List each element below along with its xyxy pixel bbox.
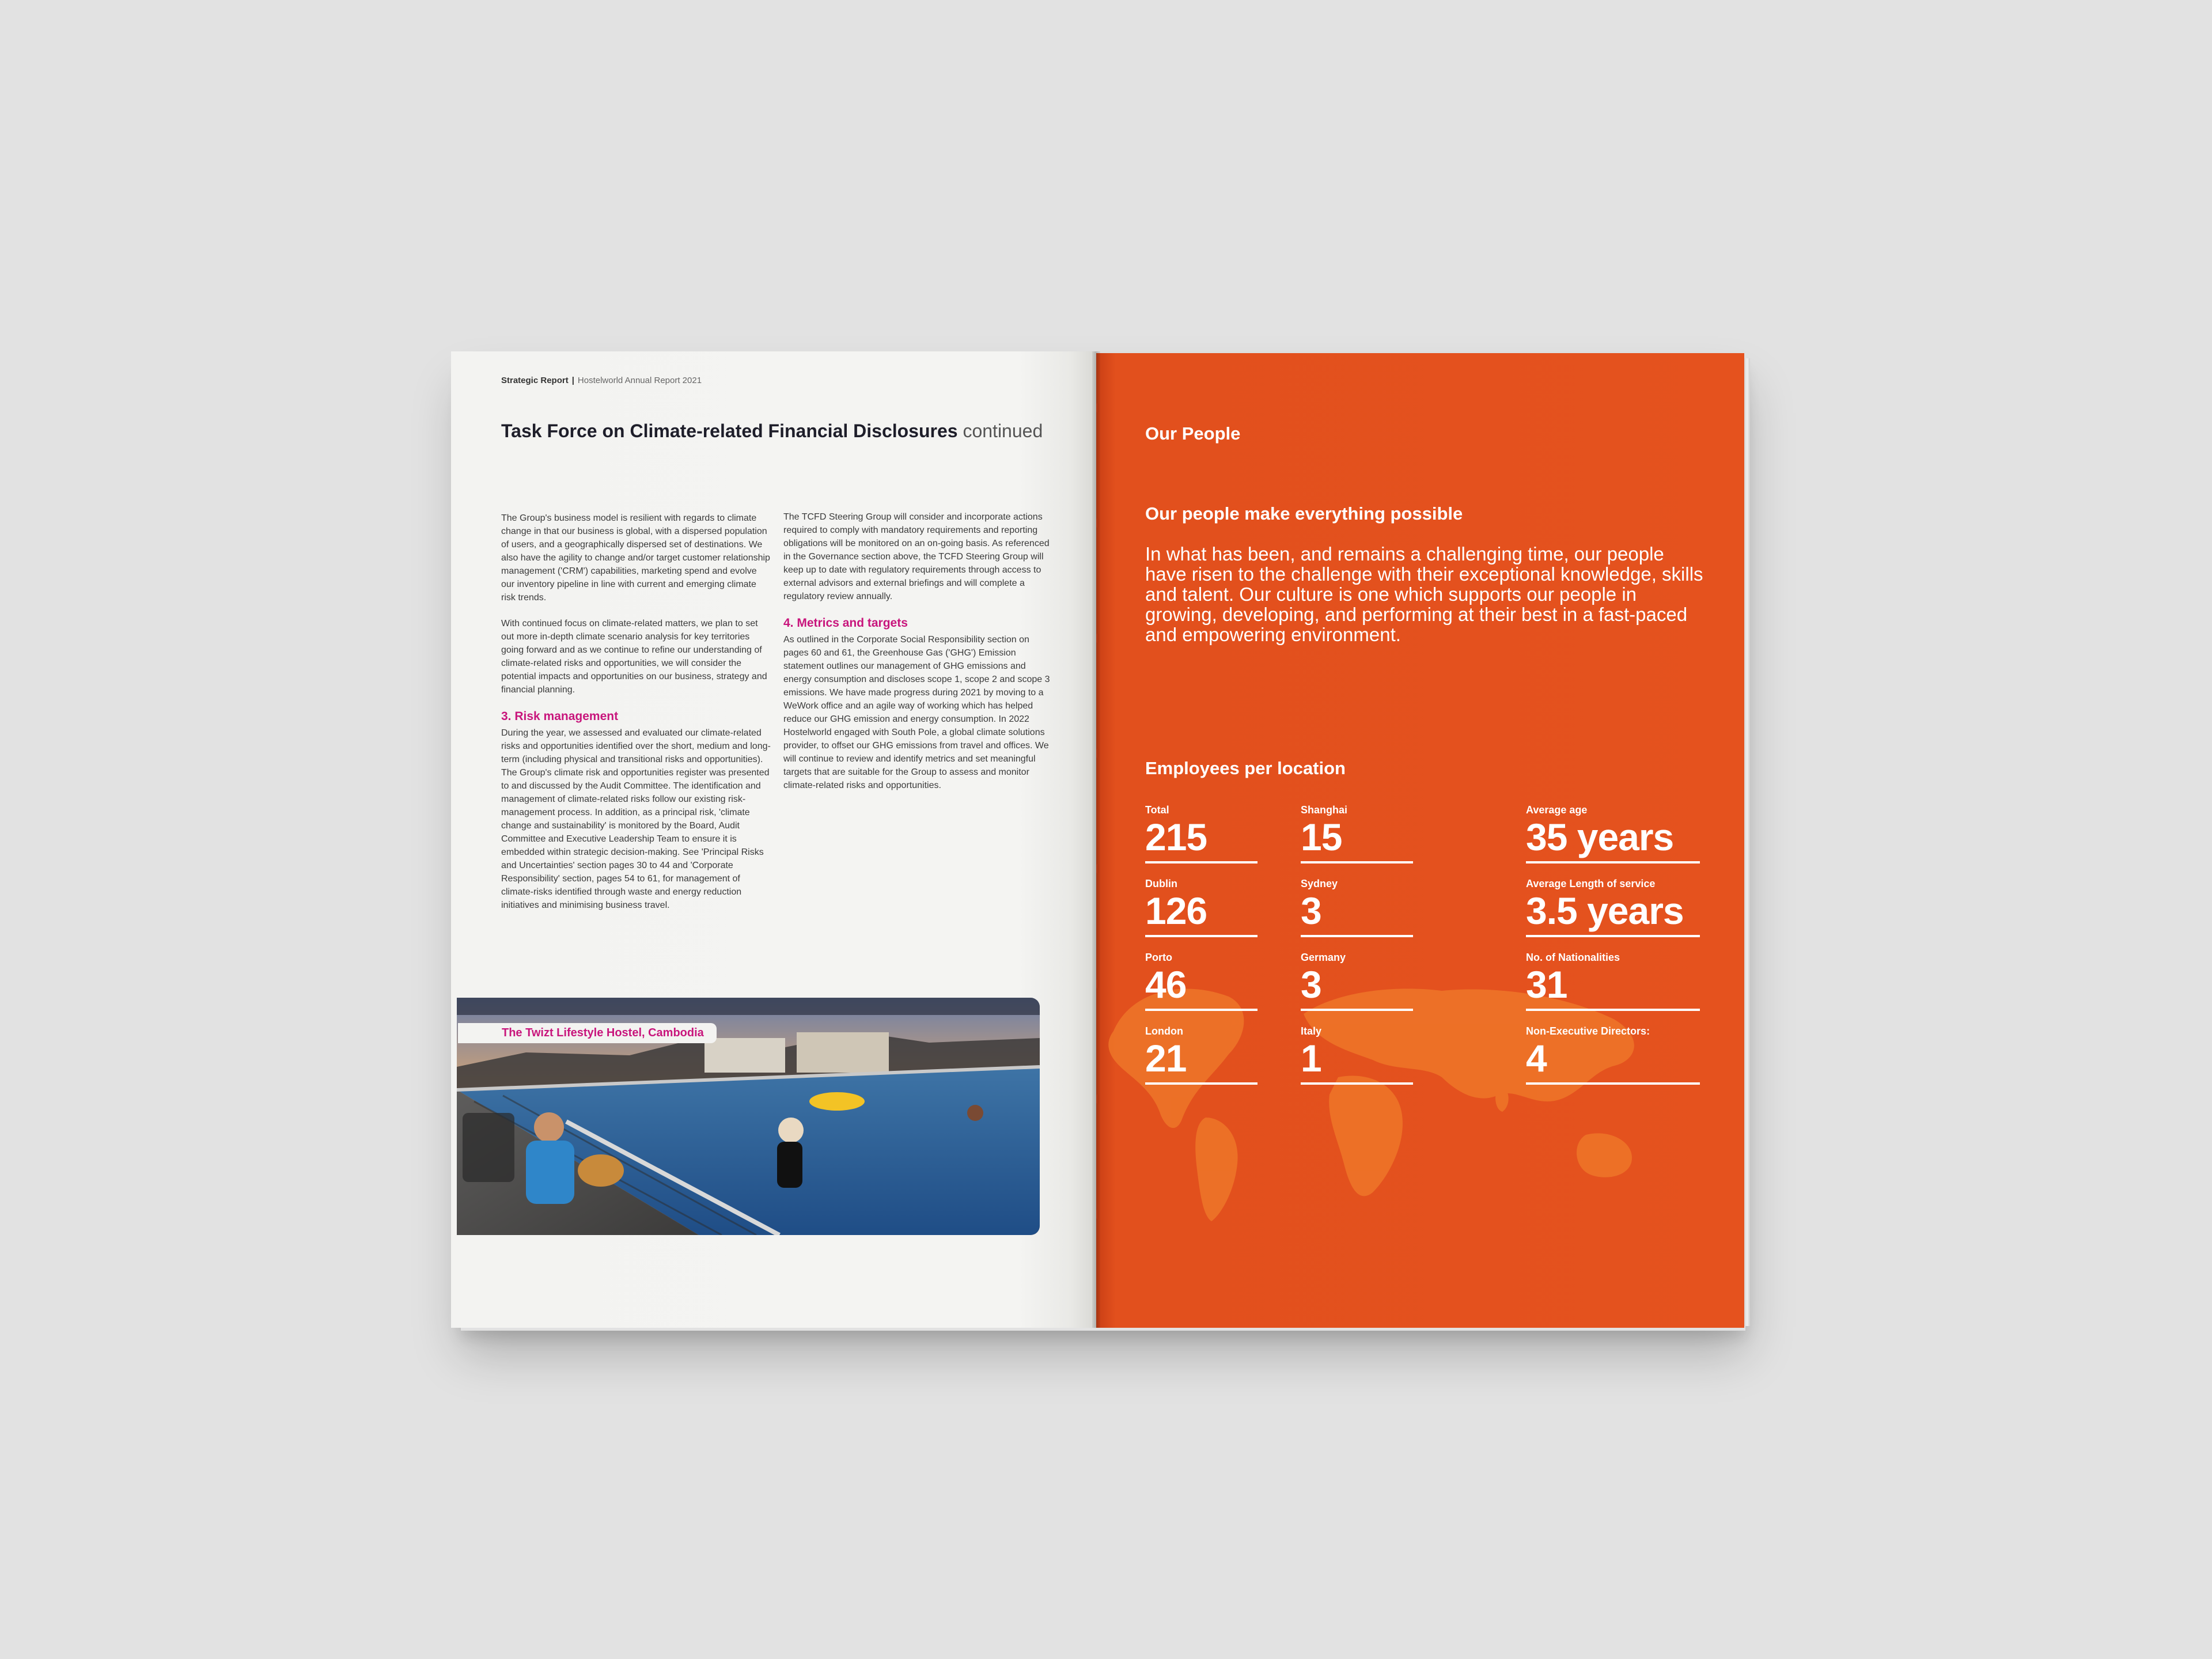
stat-value: 3 — [1301, 963, 1321, 1006]
stat-value: 15 — [1301, 816, 1342, 858]
paragraph-risk-management: During the year, we assessed and evaluated our climate-related risks and opportunities identified over the short, medium and long-term (including physical and transitional risks and opportunities). The Group's climate risk and opportunities register was presented to and discussed by the Audit Committee. The identification and management of climate-related risks follow our existing risk-management process. In addition, as a principal risk, 'climate change and sustainability' is monitored by the Board, Audit Committee and Executive Leadership Team to ensure it is embedded within strategic decision-making. See 'Principal Risks and Uncertainties' section pages 30 to 44 and 'Corporate Responsibility' section, pages 54 to 61, for management of climate-risks identified through waste and energy reduction initiatives and minimising business travel. — [501, 728, 771, 910]
page-title — [501, 421, 1043, 442]
stat-rule — [1526, 1009, 1700, 1011]
stat-non-executive-directors — [1526, 1025, 1700, 1085]
heading-risk-management: 3. Risk management — [501, 710, 619, 723]
stat-label: Average age — [1526, 804, 1588, 816]
stat-rule — [1145, 1009, 1257, 1011]
stat-value: 215 — [1145, 816, 1207, 858]
stat-rule — [1145, 935, 1257, 937]
stat-nationalities — [1526, 951, 1700, 1011]
stat-rule — [1145, 861, 1257, 863]
binding-stitch — [1096, 403, 1099, 412]
running-head-section: Strategic Report — [501, 376, 569, 385]
stat-average-service — [1526, 877, 1700, 937]
stat-value: 4 — [1526, 1037, 1547, 1080]
stat-label: Total — [1145, 804, 1169, 816]
binding-stitch — [1096, 1210, 1099, 1219]
stats-heading: Employees per location — [1145, 758, 1346, 778]
text-column-left — [501, 512, 772, 925]
paragraph-resilience: The Group's business model is resilient with regards to climate change in that our business is global, with a dispersed population of users, and a geographically dispersed set of destinations. We also have the agility to change and/or target customer relationship management ('CRM') capabilities, marketing spend and evolve our inventory pipeline in line with current and emerging climate risk trends. — [501, 513, 770, 603]
stat-label: Italy — [1301, 1025, 1322, 1037]
heading-metrics-targets: 4. Metrics and targets — [783, 616, 908, 630]
stat-value: 35 years — [1526, 816, 1674, 858]
stat-rule — [1301, 1082, 1413, 1085]
stat-value: 31 — [1526, 963, 1567, 1006]
photo-caption: The Twizt Lifestyle Hostel, Cambodia — [458, 1023, 717, 1043]
spine-shading — [1092, 351, 1100, 1328]
stat-sydney — [1301, 877, 1413, 937]
stat-rule — [1145, 1082, 1257, 1085]
stat-rule — [1526, 935, 1700, 937]
stat-label: Dublin — [1145, 878, 1177, 889]
page-title-suffix: continued — [963, 421, 1043, 441]
stat-label: Germany — [1301, 952, 1346, 963]
binding-stitch — [1096, 634, 1099, 643]
running-head-separator: | — [571, 376, 574, 385]
stat-label: London — [1145, 1025, 1183, 1037]
stat-label: Shanghai — [1301, 804, 1348, 816]
stat-germany — [1301, 951, 1413, 1011]
stat-label: Porto — [1145, 952, 1172, 963]
stat-rule — [1301, 935, 1413, 937]
stat-porto — [1145, 951, 1257, 1011]
stat-italy — [1301, 1025, 1413, 1085]
people-heading: Our people make everything possible — [1145, 503, 1463, 524]
stat-label: No. of Nationalities — [1526, 952, 1620, 963]
paragraph-steering-group: The TCFD Steering Group will consider and incorporate actions required to comply with mandatory requirements and reporting obligations will be monitored on an on-going basis. As referenced in the Governance section above, the TCFD Steering Group will keep up to date with regulatory requirements through access to external advisors and external briefings and will complete a regulatory review annually. — [783, 512, 1050, 601]
stat-total — [1145, 804, 1257, 863]
stat-rule — [1301, 861, 1413, 863]
page-stack-edge — [1744, 358, 1750, 1326]
stat-value: 3.5 years — [1526, 889, 1684, 932]
binding-stitch — [1096, 864, 1099, 873]
binding-stitch — [1096, 1094, 1099, 1104]
stat-value: 21 — [1145, 1037, 1187, 1080]
stat-label: Average Length of service — [1526, 878, 1656, 889]
paragraph-scenario-analysis: With continued focus on climate-related matters, we plan to set out more in-depth climate scenario analysis for key territories going forward and as we continue to refine our understanding of climate-related risks and opportunities, we will consider the potential impacts and opportunities on our business, strategy and financial planning. — [501, 619, 767, 695]
stat-label: Non-Executive Directors: — [1526, 1025, 1650, 1037]
stat-shanghai — [1301, 804, 1413, 863]
text-column-right — [783, 510, 1054, 805]
running-head — [501, 376, 702, 385]
stat-dublin — [1145, 877, 1257, 937]
stat-value: 1 — [1301, 1037, 1321, 1080]
stat-london — [1145, 1025, 1257, 1085]
section-label: Our People — [1145, 423, 1241, 444]
binding-stitch — [1096, 749, 1099, 758]
binding-stitch — [1096, 518, 1099, 528]
stat-rule — [1301, 1009, 1413, 1011]
stat-value: 3 — [1301, 889, 1321, 932]
stat-value: 126 — [1145, 889, 1207, 932]
stat-rule — [1526, 1082, 1700, 1085]
page-title-main: Task Force on Climate-related Financial Disclosures — [501, 421, 958, 441]
people-body-text: In what has been, and remains a challenging time, our people have risen to the challenge with their exceptional knowledge, skills and talent. Our culture is one which supports our people in growing, developing, and performing at their best in a fast-paced and empowering environment. — [1145, 543, 1703, 645]
stat-rule — [1526, 861, 1700, 863]
stat-average-age — [1526, 804, 1700, 863]
paragraph-metrics-targets: As outlined in the Corporate Social Responsibility section on pages 60 and 61, the Greenhouse Gas ('GHG') Emission statement outlines our management of GHG emissions and energy consumption and discloses scope 1, scope 2 and scope 3 emissions. We have made progress during 2021 by moving to a WeWork office and an agile way of working which has helped reduce our GHG emission and energy consumption. In 2022 Hostelworld engaged with South Pole, a global climate solutions provider, to offset our GHG emissions from travel and offices. We will continue to review and identify metrics and set meaningful targets that are suitable for the Group to assess and monitor climate-related risks and opportunities. — [783, 635, 1050, 790]
binding-stitch — [1096, 979, 1099, 988]
stat-value: 46 — [1145, 963, 1187, 1006]
running-head-report: Hostelworld Annual Report 2021 — [577, 376, 702, 385]
stat-label: Sydney — [1301, 878, 1338, 889]
